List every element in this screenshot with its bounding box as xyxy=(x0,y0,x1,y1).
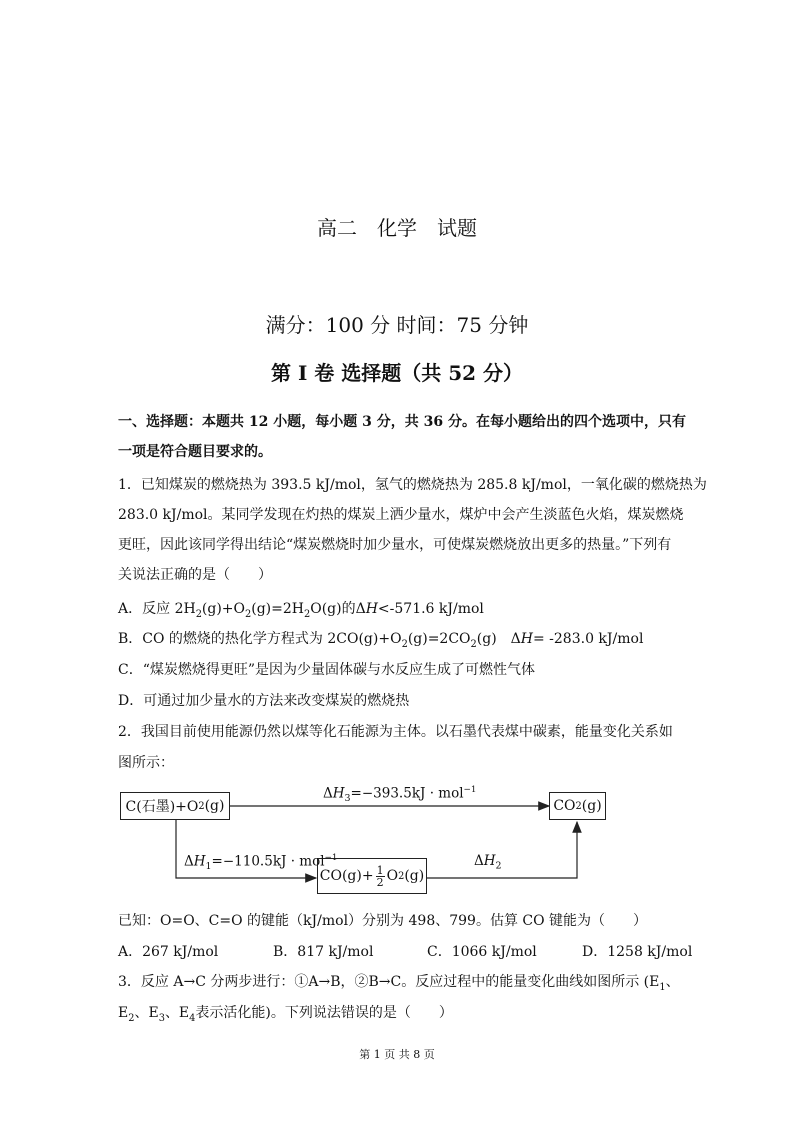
q1-option-d: D．可通过加少量水的方法来改变煤炭的燃烧热 xyxy=(118,693,410,709)
exam-title: 高二 化学 试题 xyxy=(317,216,477,240)
q3-stem-line-2: $E_2$、$E_3$、$E_4$表示活化能)。下列说法错误的是（ ） xyxy=(118,1005,453,1024)
label-dh3: $\Delta H_3=-393.5kJ \cdot mol^{-1}$ xyxy=(323,785,477,805)
box-graphite-o2: C(石墨)+O 2 (g) xyxy=(120,792,230,820)
q1-option-a: A．反应 $2H_2(g)+O_2(g)=2H_2O(g)$的ΔH<-571.6 kJ/mol xyxy=(118,601,484,620)
q2-option-d: D．1258 kJ/mol xyxy=(582,944,693,960)
box-co-half-o2: CO(g)+ $\frac{1}{2}$ O 2 (g) xyxy=(317,858,427,894)
label-dh1: $\Delta H_1=-110.5kJ \cdot mol^{-1}$ xyxy=(184,853,338,873)
score-time: 满分：100 分 时间：75 分钟 xyxy=(265,313,529,337)
q2-option-c: C．1066 kJ/mol xyxy=(427,944,537,960)
page-footer: 第 1 页 共 8 页 xyxy=(359,1048,435,1061)
q1-option-b: B．CO 的燃烧的热化学方程式为 $2CO(g)+O_2(g)=2CO_2(g)$ ΔH= -283.0 kJ/mol xyxy=(118,631,644,650)
q1-option-c: C．“煤炭燃烧得更旺”是因为少量固体碳与水反应生成了可燃性气体 xyxy=(118,662,536,678)
q2-stem-line-1: 2．我国目前使用能源仍然以煤等化石能源为主体。以石墨代表煤中碳素，能量变化关系如 xyxy=(118,724,673,740)
q2-option-a: A．267 kJ/mol xyxy=(118,944,219,960)
q2-option-b: B．817 kJ/mol xyxy=(273,944,374,960)
q1-stem-line-4: 关说法正确的是（ ） xyxy=(118,567,272,583)
q1-stem-line-2: 283.0 kJ/mol。某同学发现在灼热的煤炭上洒少量水，煤炉中会产生淡蓝色火焰，煤炭燃烧 xyxy=(118,507,684,523)
instruction-line-1: 一、选择题：本题共 12 小题，每小题 3 分，共 36 分。在每小题给出的四个选项中，只有 xyxy=(118,414,686,430)
q2-known: 已知：O=O、C=O 的键能（kJ/mol）分别为 498、799。估算 CO 键能为（ ） xyxy=(118,913,648,929)
q1-stem-line-1: 1．已知煤炭的燃烧热为 393.5 kJ/mol，氢气的燃烧热为 285.8 kJ/mol，一氧化碳的燃烧热为 xyxy=(118,477,707,493)
instruction-line-2: 一项是符合题目要求的。 xyxy=(118,444,272,460)
q2-stem-line-2: 图所示： xyxy=(118,755,174,771)
box-co2: CO 2 (g) xyxy=(549,792,606,820)
q1-stem-line-3: 更旺，因此该同学得出结论“煤炭燃烧时加少量水，可使煤炭燃烧放出更多的热量。”下列有 xyxy=(118,537,672,553)
section-heading: 第 I 卷 选择题（共 52 分） xyxy=(270,361,523,385)
q3-stem-line-1: 3．反应 A→C 分两步进行：①A→B，②B→C。反应过程中的能量变化曲线如图所示 ($E_1$、 xyxy=(118,974,680,993)
label-dh2: $\Delta H_2$ xyxy=(474,853,502,872)
fraction-one-half: $\frac{1}{2}$ xyxy=(376,863,384,889)
